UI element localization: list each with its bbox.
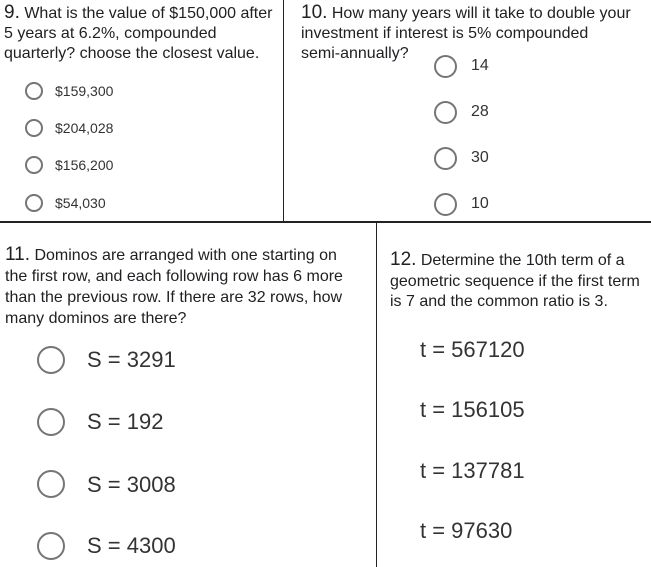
option-label[interactable]: 28 [471,103,489,120]
radio-button[interactable] [434,193,457,216]
question-text: the first row, and each following row has 6 more [5,268,343,285]
question-text: is 7 and the common ratio is 3. [390,293,608,310]
option-label[interactable]: S = 3008 [87,472,176,497]
question-text: 5 years at 6.2%, compounded [4,25,217,42]
question-text: many dominos are there? [5,310,187,327]
radio-button[interactable] [25,82,43,100]
question-number: 9. [4,2,20,23]
option-label[interactable]: S = 4300 [87,533,176,558]
option-label[interactable]: t = 567120 [420,337,525,362]
question-number: 11. [5,244,31,265]
question-11 [5,244,343,329]
divider-bottom-vertical [376,222,377,567]
question-text: quarterly? choose the closest value. [4,45,260,62]
question-number: 12. [390,249,417,270]
option-label[interactable]: $156,200 [55,157,114,173]
option-label[interactable]: S = 192 [87,409,164,434]
option-label[interactable]: $159,300 [55,83,114,99]
question-text: How many years will it take to double your [331,5,631,22]
option-label[interactable]: S = 3291 [87,347,176,372]
radio-button[interactable] [434,101,457,124]
question-text: semi-annually? [301,45,409,62]
divider-horizontal [0,221,651,223]
option-label[interactable]: t = 97630 [420,518,513,543]
question-text: Determine the 10th term of a [420,252,625,269]
question-text: than the previous row. If there are 32 rows, how [5,289,343,306]
question-text: investment if interest is 5% compounded [301,25,589,42]
radio-button[interactable] [25,119,43,137]
question-text: Dominos are arranged with one starting on [34,247,337,264]
radio-button[interactable] [434,147,457,170]
option-label[interactable]: 10 [471,195,489,212]
question-9 [4,3,272,64]
option-label[interactable]: 14 [471,57,489,74]
radio-button[interactable] [37,346,65,374]
option-label[interactable]: 30 [471,149,489,166]
question-12 [390,250,640,313]
question-number: 10. [301,2,328,23]
radio-button[interactable] [37,408,65,436]
divider-top-vertical [283,0,284,222]
question-text: geometric sequence if the first term [390,272,640,290]
option-label[interactable]: $204,028 [55,120,114,136]
radio-button[interactable] [25,194,43,212]
question-text: What is the value of $150,000 after [24,5,273,22]
radio-button[interactable] [434,55,457,78]
question-10 [301,3,631,64]
radio-button[interactable] [37,532,65,560]
option-label[interactable]: $54,030 [55,195,106,211]
radio-button[interactable] [25,156,43,174]
option-label[interactable]: t = 137781 [420,458,525,483]
radio-button[interactable] [37,470,65,498]
option-label[interactable]: t = 156105 [420,397,525,422]
